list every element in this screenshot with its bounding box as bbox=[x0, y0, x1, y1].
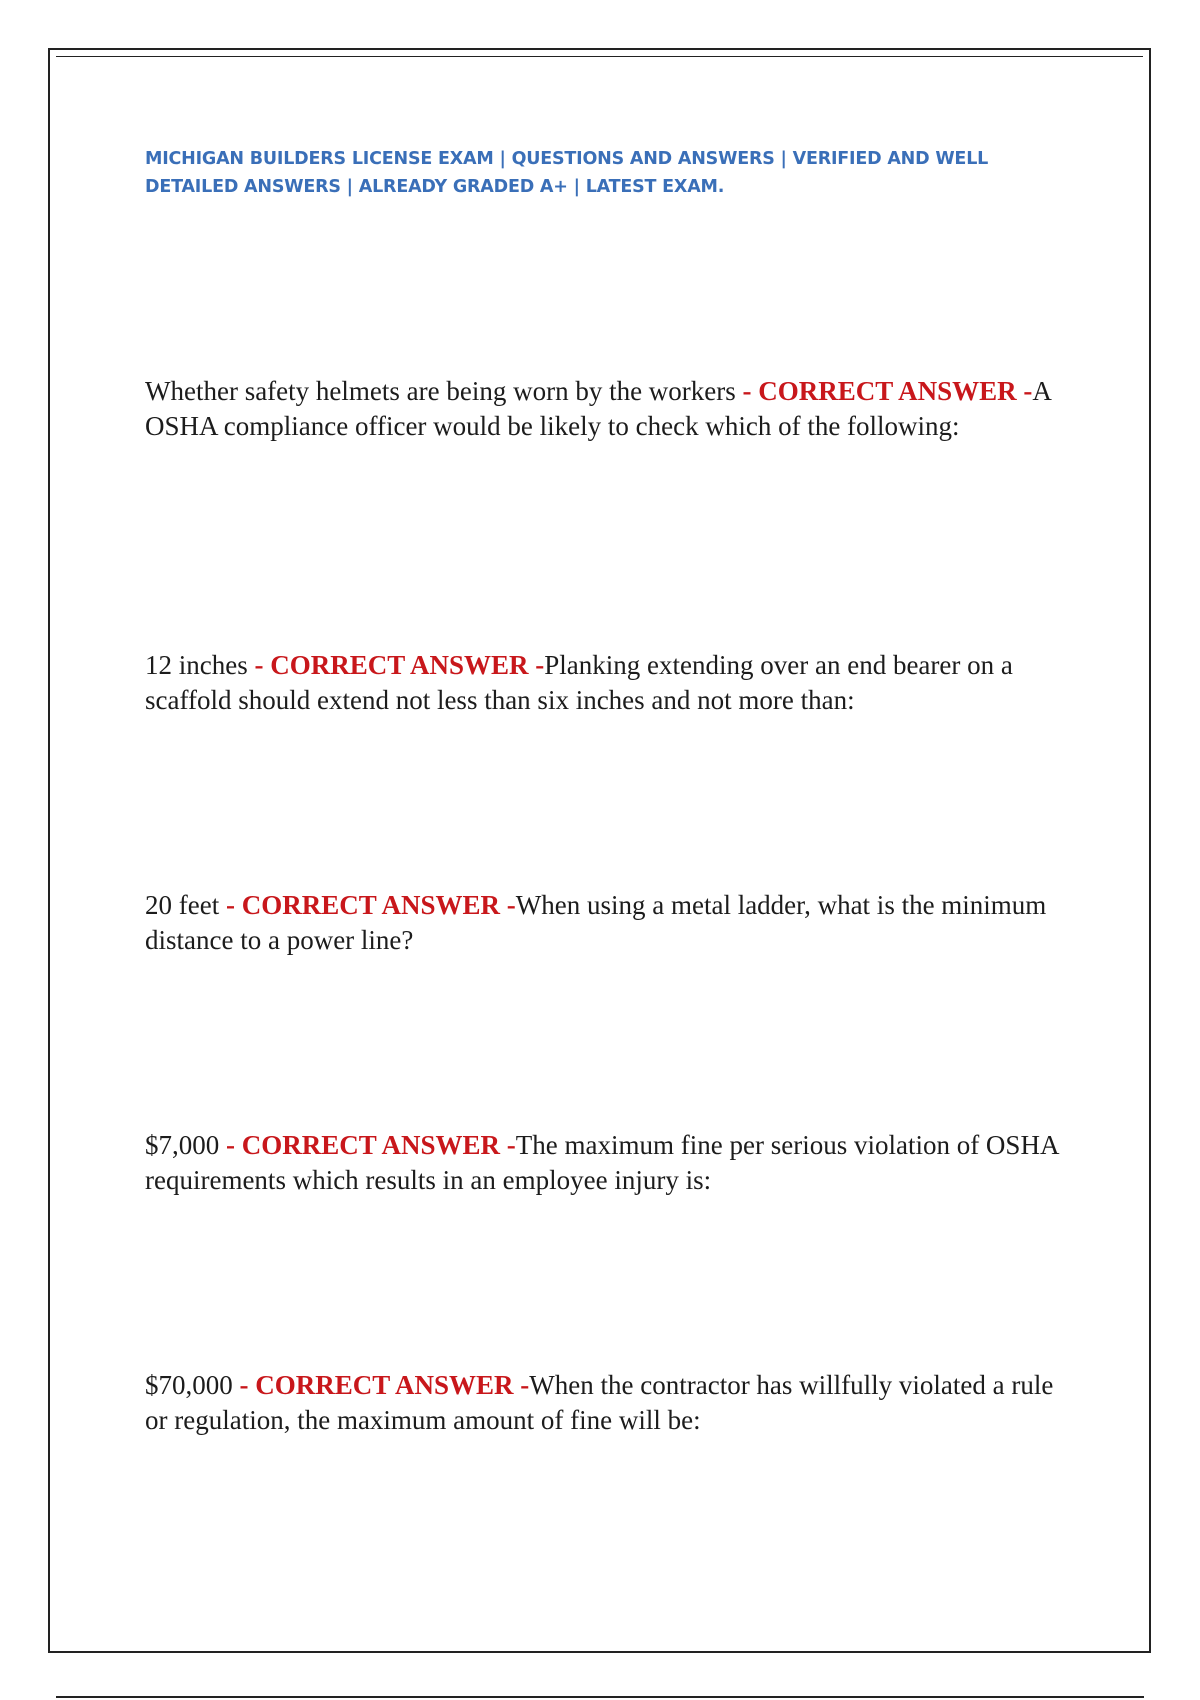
answer-text: 20 feet bbox=[145, 890, 226, 920]
correct-answer-marker: - CORRECT ANSWER - bbox=[226, 1130, 516, 1160]
qa-item-5 bbox=[145, 1368, 1065, 1438]
correct-answer-marker: - CORRECT ANSWER - bbox=[742, 376, 1033, 406]
answer-text: $70,000 bbox=[145, 1370, 240, 1400]
answer-text: Whether safety helmets are being worn by the workers bbox=[145, 376, 743, 406]
answer-text: $7,000 bbox=[145, 1130, 226, 1160]
footer-rule bbox=[56, 1696, 1144, 1698]
document-title: MICHIGAN BUILDERS LICENSE EXAM | QUESTIONS AND ANSWERS | VERIFIED AND WELL DETAILED ANSWERS | ALREADY GRADED A+ | LATEST EXAM. bbox=[145, 149, 989, 197]
page-border-top-rule bbox=[56, 56, 1143, 57]
question-text: The maximum fine per serious violation of OSHA requirements which results in an employee injury is: bbox=[145, 1130, 1058, 1195]
correct-answer-marker: - CORRECT ANSWER - bbox=[254, 650, 545, 680]
qa-item-2 bbox=[145, 648, 1065, 718]
correct-answer-marker: - CORRECT ANSWER - bbox=[239, 1370, 530, 1400]
answer-text: 12 inches bbox=[145, 650, 255, 680]
question-text: When using a metal ladder, what is the minimum distance to a power line? bbox=[145, 890, 1047, 955]
correct-answer-marker: - CORRECT ANSWER - bbox=[225, 890, 516, 920]
question-text: When the contractor has willfully violated a rule or regulation, the maximum amount of fine will be: bbox=[145, 1370, 1054, 1435]
question-text: Planking extending over an end bearer on a scaffold should extend not less than six inches and not more than: bbox=[145, 650, 1013, 715]
qa-item-4 bbox=[145, 1128, 1065, 1198]
qa-item-1 bbox=[145, 374, 1065, 444]
question-text: A OSHA compliance officer would be likely to check which of the following: bbox=[145, 376, 1051, 441]
qa-item-3 bbox=[145, 888, 1065, 958]
